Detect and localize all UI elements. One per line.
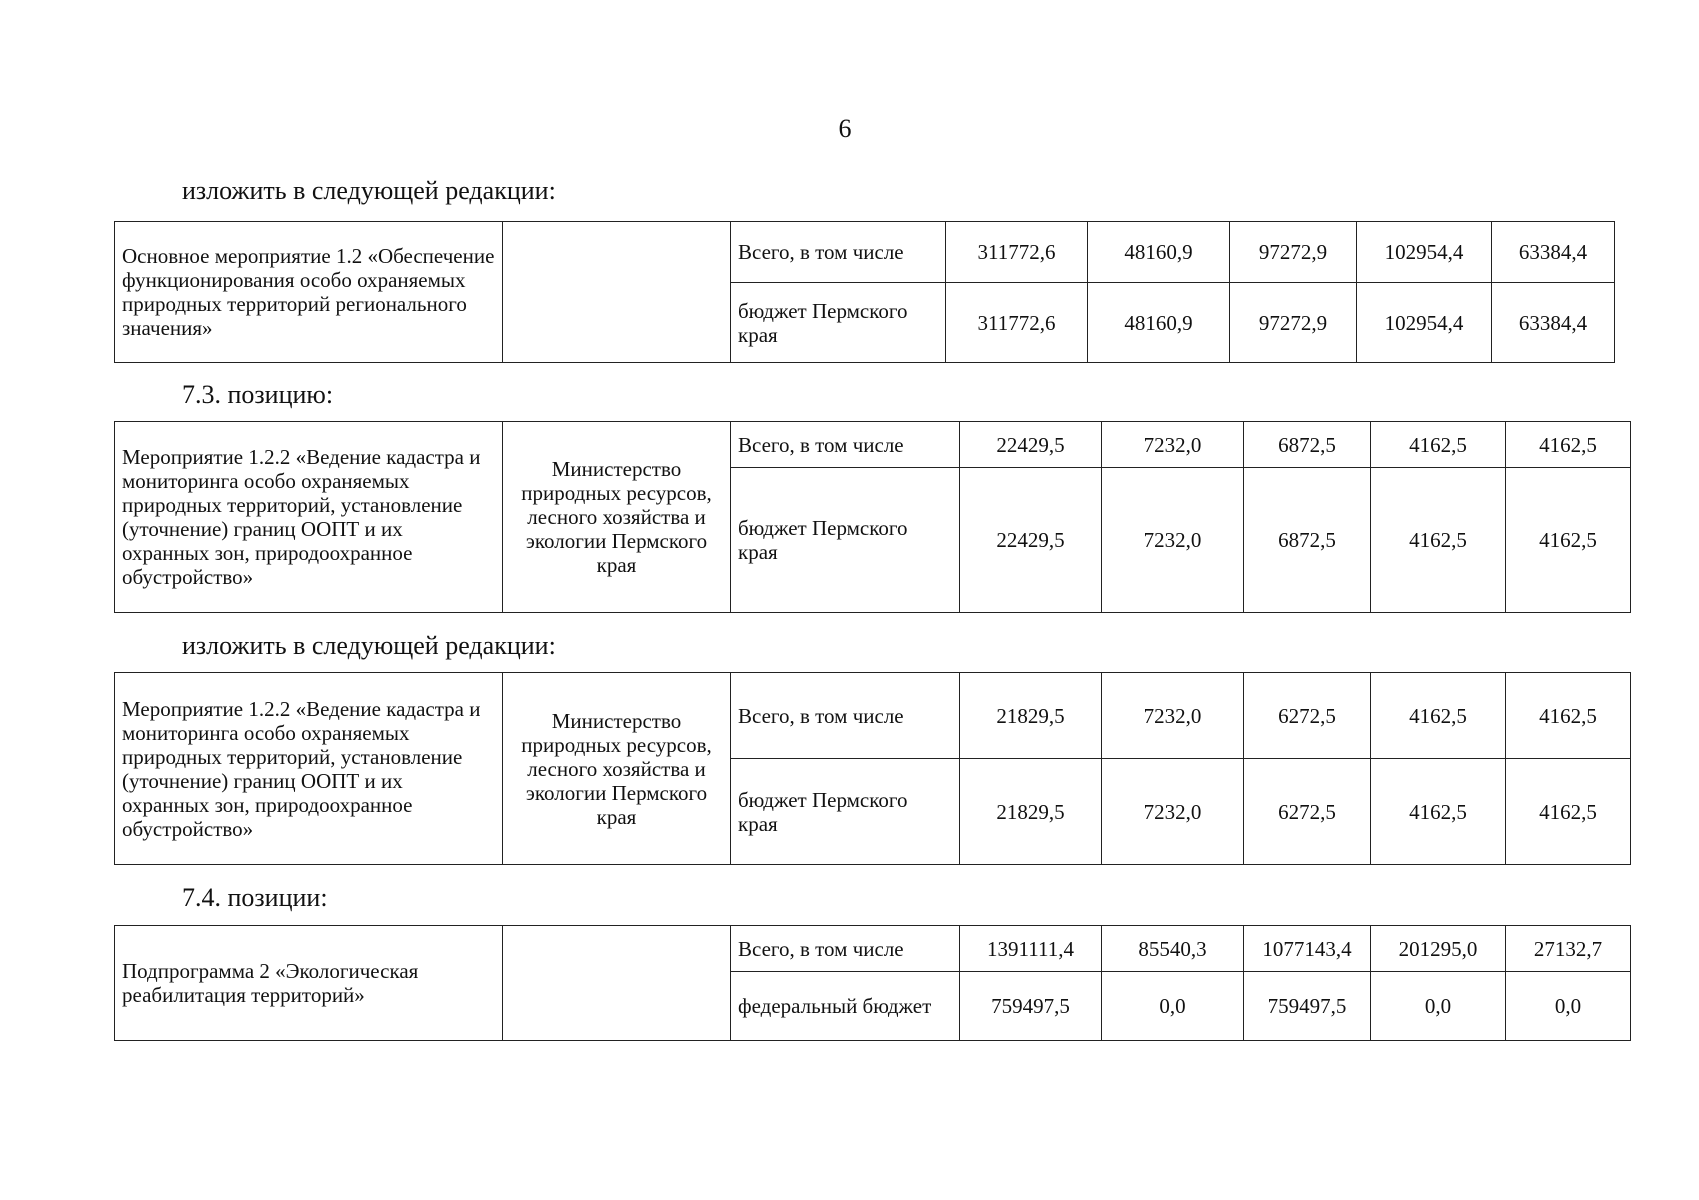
amount-cell: 97272,9 (1230, 283, 1357, 363)
amount-cell: 6272,5 (1244, 673, 1371, 759)
amount-cell: 4162,5 (1506, 759, 1631, 865)
funding-source: бюджет Пермского края (731, 759, 960, 865)
section-heading-2: 7.3. позицию: (182, 380, 334, 409)
amount-cell: 4162,5 (1506, 422, 1631, 468)
amount-cell: 48160,9 (1088, 222, 1230, 283)
section-heading-3: изложить в следующей редакции: (182, 631, 556, 660)
responsible-executor (503, 926, 731, 1041)
amount-cell: 0,0 (1102, 972, 1244, 1041)
amount-cell: 6872,5 (1244, 422, 1371, 468)
amount-cell: 7232,0 (1102, 759, 1244, 865)
section-heading-4: 7.4. позиции: (182, 883, 328, 912)
amount-cell: 85540,3 (1102, 926, 1244, 972)
amount-cell: 48160,9 (1088, 283, 1230, 363)
amount-cell: 311772,6 (946, 222, 1088, 283)
table-activity-1-2-2-new (114, 672, 1631, 865)
table-row (115, 422, 1631, 468)
activity-name: Мероприятие 1.2.2 «Ведение кадастра и мониторинга особо охраняемых природных территорий, установление (уточнение) границ ООПТ и их охранных зон, природоохранное обустройство» (115, 673, 503, 865)
funding-source: Всего, в том числе (731, 422, 960, 468)
funding-source: Всего, в том числе (731, 222, 946, 283)
amount-cell: 21829,5 (960, 759, 1102, 865)
amount-cell: 4162,5 (1371, 468, 1506, 613)
activity-name: Основное мероприятие 1.2 «Обеспечение функционирования особо охраняемых природных территорий регионального значения» (115, 222, 503, 363)
responsible-executor (503, 222, 731, 363)
amount-cell: 63384,4 (1492, 222, 1615, 283)
table-main-activity-1-2 (114, 221, 1615, 363)
amount-cell: 7232,0 (1102, 468, 1244, 613)
table-activity-1-2-2-old (114, 421, 1631, 613)
table-row (115, 926, 1631, 972)
amount-cell: 6872,5 (1244, 468, 1371, 613)
amount-cell: 63384,4 (1492, 283, 1615, 363)
page-number: 6 (838, 114, 852, 143)
amount-cell: 4162,5 (1506, 468, 1631, 613)
amount-cell: 102954,4 (1357, 222, 1492, 283)
funding-source: бюджет Пермского края (731, 283, 946, 363)
amount-cell: 27132,7 (1506, 926, 1631, 972)
amount-cell: 0,0 (1371, 972, 1506, 1041)
table-row (115, 222, 1615, 283)
responsible-executor: Министерство природных ресурсов, лесного хозяйства и экологии Пермского края (503, 673, 731, 865)
amount-cell: 22429,5 (960, 422, 1102, 468)
amount-cell: 21829,5 (960, 673, 1102, 759)
amount-cell: 22429,5 (960, 468, 1102, 613)
amount-cell: 1391111,4 (960, 926, 1102, 972)
amount-cell: 97272,9 (1230, 222, 1357, 283)
amount-cell: 4162,5 (1371, 759, 1506, 865)
amount-cell: 102954,4 (1357, 283, 1492, 363)
funding-source: бюджет Пермского края (731, 468, 960, 613)
section-heading-1: изложить в следующей редакции: (182, 176, 556, 205)
funding-source: Всего, в том числе (731, 673, 960, 759)
amount-cell: 4162,5 (1371, 673, 1506, 759)
amount-cell: 4162,5 (1506, 673, 1631, 759)
amount-cell: 7232,0 (1102, 422, 1244, 468)
amount-cell: 7232,0 (1102, 673, 1244, 759)
table-row (115, 673, 1631, 759)
amount-cell: 201295,0 (1371, 926, 1506, 972)
funding-source: федеральный бюджет (731, 972, 960, 1041)
activity-name: Мероприятие 1.2.2 «Ведение кадастра и мониторинга особо охраняемых природных территорий, установление (уточнение) границ ООПТ и их охранных зон, природоохранное обустройство» (115, 422, 503, 613)
amount-cell: 6272,5 (1244, 759, 1371, 865)
amount-cell: 311772,6 (946, 283, 1088, 363)
amount-cell: 0,0 (1506, 972, 1631, 1041)
amount-cell: 759497,5 (1244, 972, 1371, 1041)
funding-source: Всего, в том числе (731, 926, 960, 972)
activity-name: Подпрограмма 2 «Экологическая реабилитация территорий» (115, 926, 503, 1041)
responsible-executor: Министерство природных ресурсов, лесного хозяйства и экологии Пермского края (503, 422, 731, 613)
amount-cell: 1077143,4 (1244, 926, 1371, 972)
amount-cell: 759497,5 (960, 972, 1102, 1041)
table-subprogram-2 (114, 925, 1631, 1041)
amount-cell: 4162,5 (1371, 422, 1506, 468)
